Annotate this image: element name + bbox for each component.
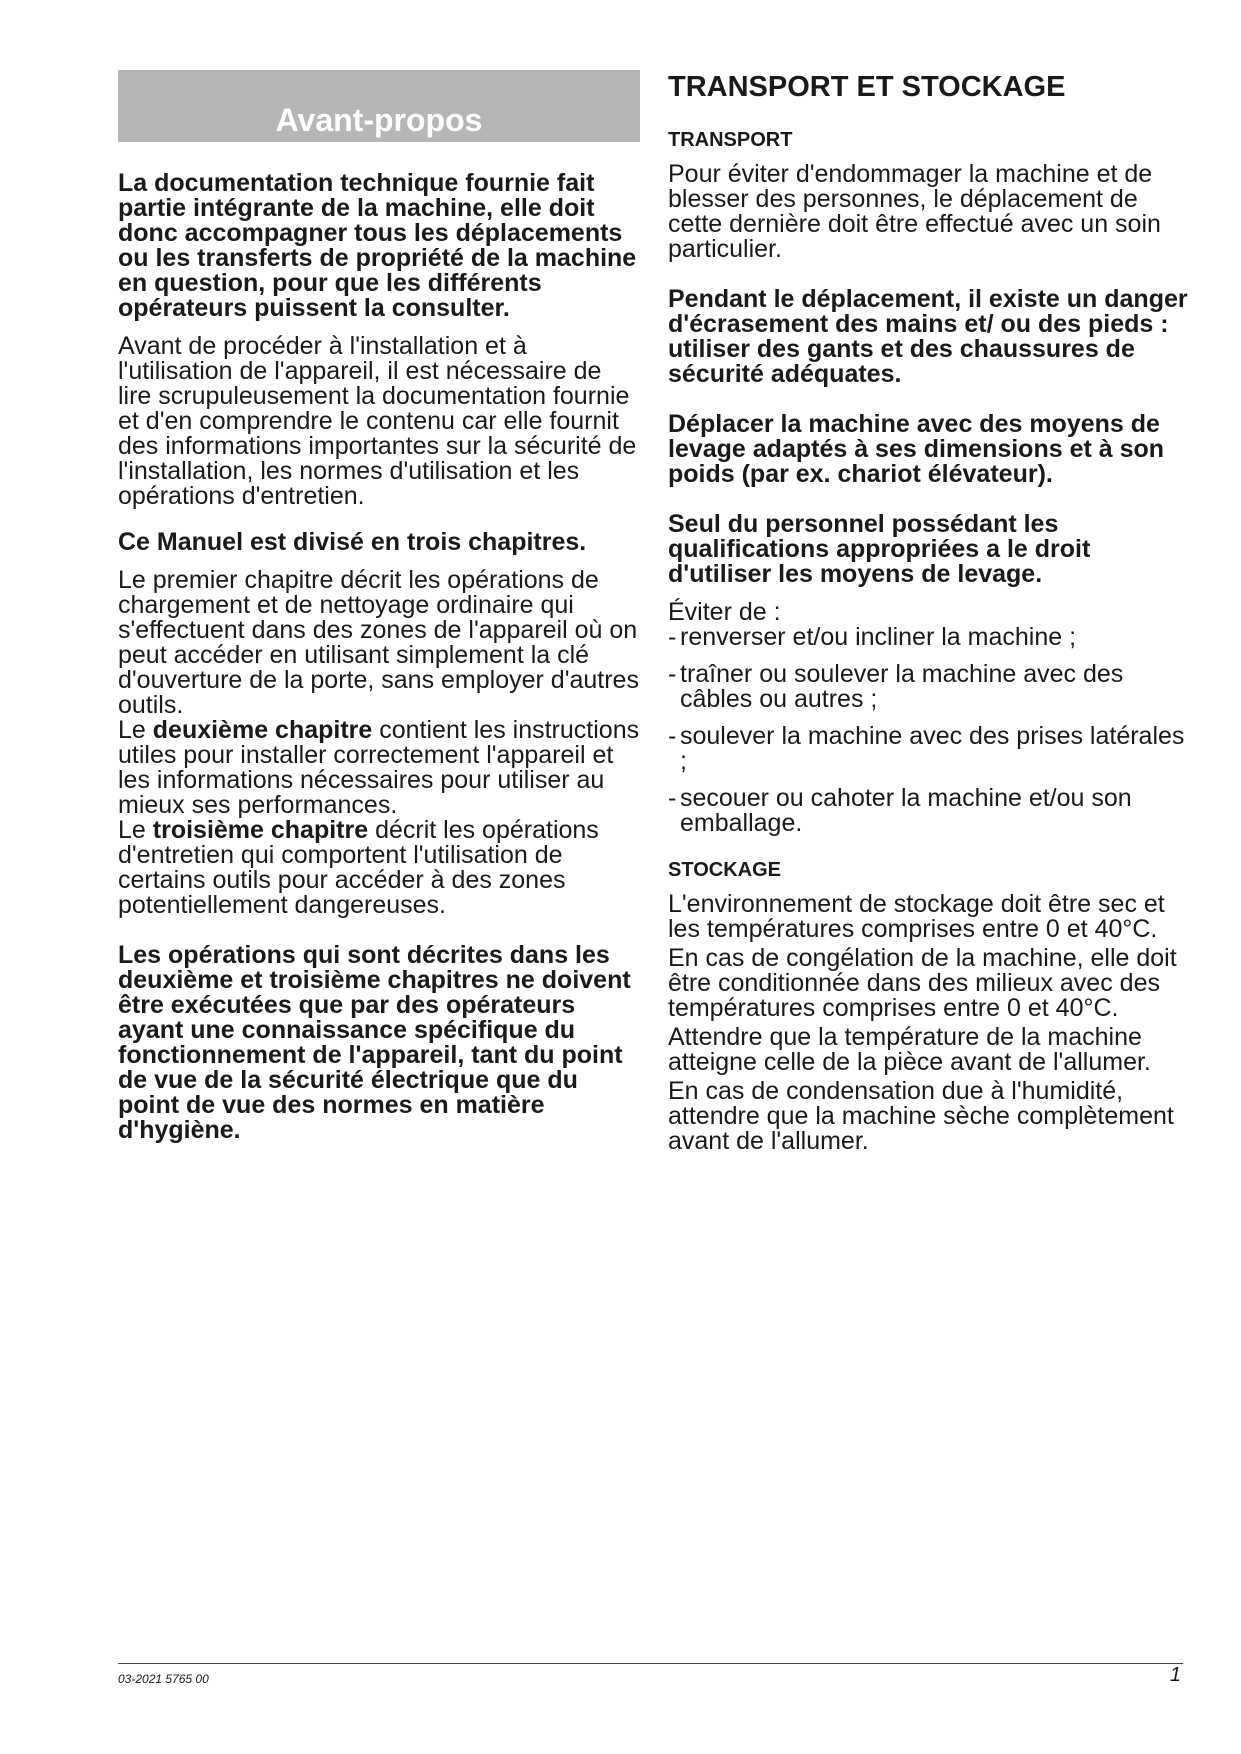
footer-divider	[118, 1663, 1183, 1664]
qualified-operators-warning: Les opérations qui sont décrites dans les deuxième et troisième chapitres ne doivent être exécutées que par des opérateurs ayant une connaissance spécifique du fonctionnement de l'appareil, tant du point de vue de la sécurité électrique que du point de vue des normes en matière d'hygiène.	[118, 941, 631, 1144]
page-number: 1	[1169, 1664, 1181, 1686]
list-item: - secouer ou cahoter la machine et/ou son emballage.	[668, 786, 1193, 836]
chapter-three-text: décrit les opérations d'entretien qui comportent l'utilisation de certains outils pour accéder à des zones potentiellement dangereuses.	[118, 816, 599, 919]
chapter-two-paragraph	[118, 718, 640, 818]
left-column	[118, 70, 640, 1143]
document-code: 03-2021 5765 00	[118, 1672, 209, 1686]
qualified-personnel-warning: Seul du personnel possédant les qualifications appropriées a le droit d'utiliser les moyens de levage.	[668, 510, 1091, 588]
crushing-danger-warning: Pendant le déplacement, il existe un danger d'écrasement des mains et/ ou des pieds : utiliser des gants et des chaussures de sécurité adéquates.	[668, 285, 1188, 388]
section-title: TRANSPORT ET STOCKAGE	[668, 71, 1066, 103]
list-item: - renverser et/ou incliner la machine ;	[668, 625, 1193, 650]
storage-paragraph-4: En cas de condensation due à l'humidité, attendre que la machine sèche complètement avant de l'allumer.	[668, 1077, 1174, 1155]
transport-heading: TRANSPORT	[668, 129, 793, 151]
chapter-three-paragraph	[118, 818, 640, 918]
avoid-list	[668, 625, 1193, 836]
chapter-three-prefix: Le	[118, 816, 153, 844]
storage-paragraph-3: Attendre que la température de la machine atteigne celle de la pièce avant de l'allumer.	[668, 1023, 1151, 1076]
lifting-instruction: Déplacer la machine avec des moyens de levage adaptés à ses dimensions et à son poids (par ex. chariot élévateur).	[668, 410, 1165, 488]
storage-paragraph-1: L'environnement de stockage doit être sec et les températures comprises entre 0 et 40°C.	[668, 890, 1165, 943]
chapter-three-title: troisième chapitre	[152, 816, 369, 844]
storage-heading: STOCKAGE	[668, 859, 781, 881]
chapter-two-title: deuxième chapitre	[152, 716, 373, 744]
foreword-banner	[118, 70, 640, 142]
right-column	[668, 70, 1193, 1154]
manual-structure-heading: Ce Manuel est divisé en trois chapitres.	[118, 528, 587, 556]
installation-paragraph: Avant de procéder à l'installation et à l'utilisation de l'appareil, il est nécessaire de lire scrupuleusement la documentation fournie et d'en comprendre le contenu car elle fournit des informations importantes sur la sécurité de l'installation, les normes d'utilisation et les opérations d'entretien.	[118, 332, 637, 510]
intro-paragraph: La documentation technique fournie fait partie intégrante de la machine, elle doit donc accompagner tous les déplacements ou les transferts de propriété de la machine en question, pour que les différents opérateurs puissent la consulter.	[118, 169, 637, 322]
avoid-intro: Éviter de :	[668, 598, 781, 626]
chapter-two-prefix: Le	[118, 716, 153, 744]
list-item: - soulever la machine avec des prises latérales ;	[668, 724, 1193, 774]
list-item: - traîner ou soulever la machine avec des câbles ou autres ;	[668, 662, 1193, 712]
foreword-title: Avant-propos	[275, 102, 483, 138]
transport-paragraph: Pour éviter d'endommager la machine et de blesser des personnes, le déplacement de cette dernière doit être effectué avec un soin particulier.	[668, 160, 1161, 263]
chapter-two-text: contient les instructions utiles pour installer correctement l'appareil et les informations nécessaires pour utiliser au mieux ses performances.	[118, 716, 640, 819]
chapter-one-paragraph: Le premier chapitre décrit les opérations de chargement et de nettoyage ordinaire qui s'effectuent dans des zones de l'appareil où on peut accéder en utilisant simplement la clé d'ouverture de la porte, sans employer d'autres outils.	[118, 566, 639, 719]
storage-paragraph-2: En cas de congélation de la machine, elle doit être conditionnée dans des milieux avec des températures comprises entre 0 et 40°C.	[668, 944, 1177, 1022]
